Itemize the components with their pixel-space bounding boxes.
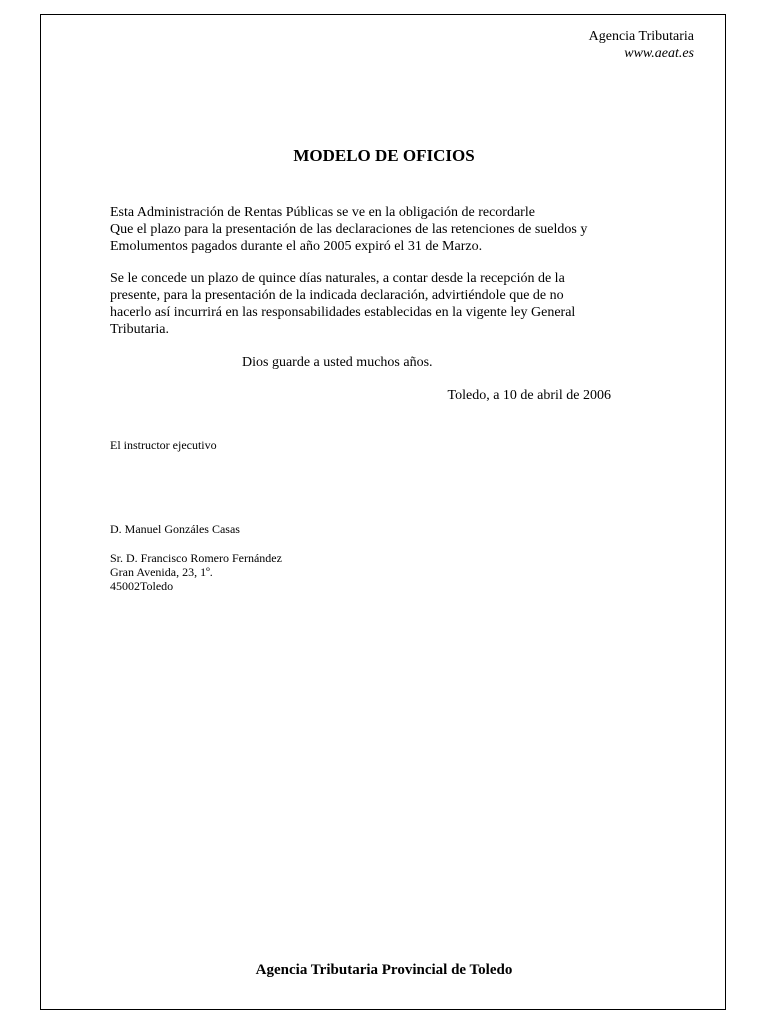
closing-greeting: Dios guarde a usted muchos años. — [242, 355, 433, 370]
paragraph-line: Se le concede un plazo de quince días naturales, a contar desde la recepción de la — [110, 271, 565, 286]
recipient-address — [110, 551, 282, 593]
recipient-city: 45002Toledo — [110, 579, 174, 593]
footer-agency: Agencia Tributaria Provincial de Toledo — [255, 962, 513, 978]
recipient-name: Sr. D. Francisco Romero Fernández — [110, 551, 282, 565]
paragraph-line: Tributaria. — [110, 322, 169, 337]
paragraph-line: hacerlo así incurrirá en las responsabilidades establecidas en la vigente ley General — [110, 305, 576, 320]
document-title: MODELO DE OFICIOS — [293, 146, 475, 165]
signer-name: D. Manuel Gonzáles Casas — [110, 522, 240, 536]
paragraph-reminder — [110, 204, 670, 255]
paragraph-line: Que el plazo para la presentación de las declaraciones de las retenciones de sueldos y — [110, 222, 588, 237]
place-and-date: Toledo, a 10 de abril de 2006 — [447, 388, 611, 403]
agency-website: www.aeat.es — [624, 46, 694, 61]
recipient-street: Gran Avenida, 23, 1º. — [110, 565, 213, 579]
paragraph-line: Esta Administración de Rentas Públicas se ve en la obligación de recordarle — [110, 205, 535, 220]
letterhead — [589, 28, 694, 62]
agency-name: Agencia Tributaria — [588, 29, 694, 44]
paragraph-line: presente, para la presentación de la indicada declaración, advirtiéndole que de no — [110, 288, 564, 303]
signer-role: El instructor ejecutivo — [110, 438, 217, 452]
paragraph-line: Emolumentos pagados durante el año 2005 expiró el 31 de Marzo. — [110, 239, 483, 254]
paragraph-deadline — [110, 270, 670, 338]
